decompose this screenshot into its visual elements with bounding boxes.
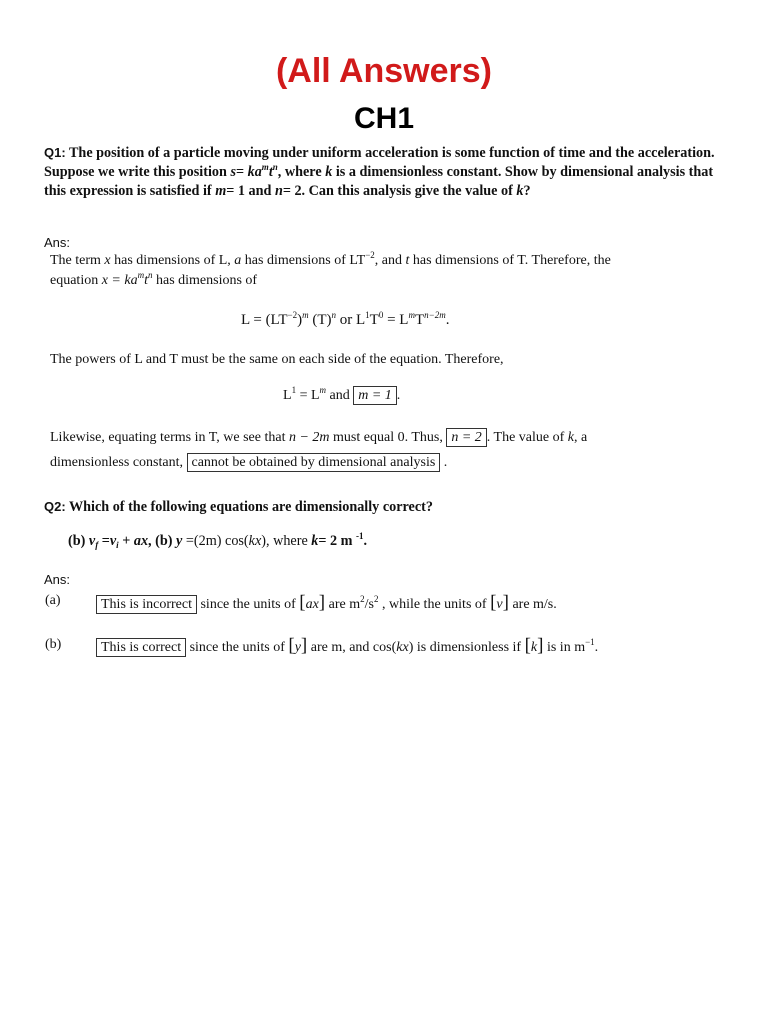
question-1-label: Q1:	[44, 145, 66, 160]
question-2-equations: (b) $v_f =v_i$ + ax, (b) y =(2m) cos(kx), where k= 2 m $^{-1}$.	[68, 531, 368, 550]
result-box-k: cannot be obtained by dimensional analysis	[187, 453, 441, 472]
answer-2a-label: (a)	[45, 593, 61, 608]
page-title: (All Answers)	[275, 52, 492, 90]
question-2-label: Q2:	[44, 499, 66, 514]
answer-2b-text: This is correct since the units of [y] are m, and cos(kx) is dimensionless if [k] is in $m^{-1}$.	[96, 635, 598, 657]
incorrect-box: This is incorrect	[96, 595, 197, 614]
question-2: Q2: Which of the following equations are dimensionally correct?	[44, 499, 433, 515]
question-1: Q1: The position of a particle moving under uniform acceleration is some function of time and the acceleration. Suppose we write this position $s= ka^mt^n$, where k is a dimensionless constant. Show by dimensional analysis that this expression is satisfied if m= 1 and n= 2. Can this analysis give the value of k?	[44, 145, 715, 199]
answer-1-line-5: dimensionless constant, cannot be obtained by dimensional analysis .	[50, 455, 448, 470]
answer-1-label: Ans:	[44, 235, 71, 250]
correct-box: This is correct	[96, 638, 186, 657]
answer-1-line-4: Likewise, equating terms in T, we see that n − 2m must equal 0. Thus, n = 2 . The value of k, a	[50, 430, 588, 445]
answer-1-line-1: The term x has dimensions of L, a has dimensions of $LT^{-2}$, and t has dimensions of T. Therefore, the	[50, 250, 611, 268]
result-box-n: n = 2	[446, 428, 486, 447]
result-box-m: m = 1	[353, 386, 397, 405]
answer-2a-text: This is incorrect since the units of [ax] are $m^2/s^2$ , while the units of [v] are m/s.	[96, 592, 557, 614]
answer-1-line-2: equation $x = ka^mt^n$ has dimensions of	[50, 270, 258, 288]
power-equation: $L^1 = L^m$ and m = 1 .	[283, 385, 401, 403]
answer-2b-label: (b)	[45, 637, 62, 652]
answer-2-label: Ans:	[44, 572, 71, 587]
dimension-equation: $L = (LT^{-2})^m$ $(T)^n$ or $L^1T^0 = L^mT^{n-2m}$.	[241, 310, 450, 328]
answer-1-line-3: The powers of L and T must be the same on each side of the equation. Therefore,	[50, 352, 504, 367]
chapter-heading: CH1	[353, 102, 414, 135]
